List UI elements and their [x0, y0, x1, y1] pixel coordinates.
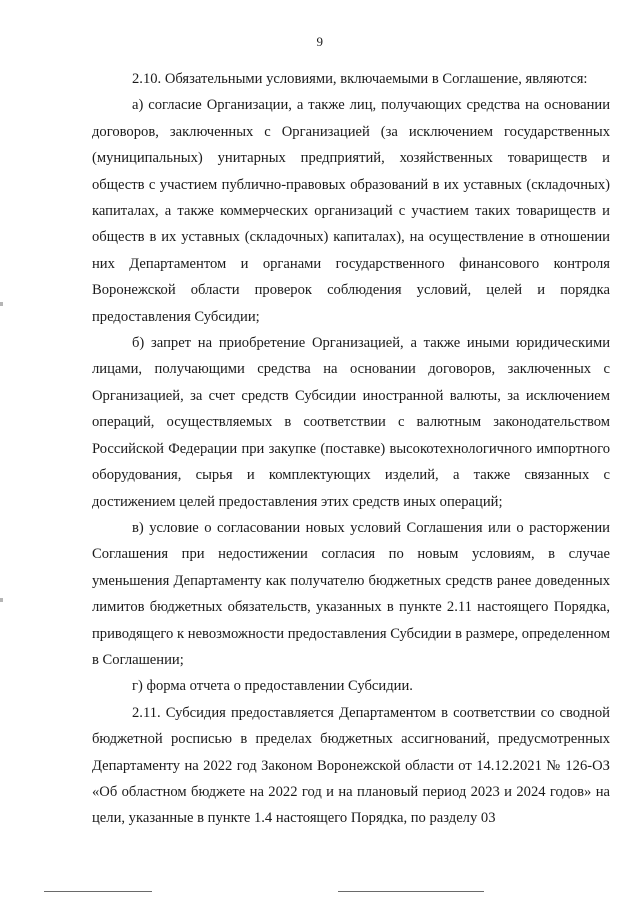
paragraph-item-v: в) условие о согласовании новых условий Соглашения или о расторжении Соглашения при недостижении согласия по новым условиям, в случае уменьшения Департаменту как получателю бюджетных средств ранее доведенных лимитов бюджетных обязательств, указанных в пункте 2.11 настоящего Порядка, приводящего к невозможности предоставления Субсидии в размере, определенном в Соглашении;	[92, 519, 610, 668]
page-number: 9	[316, 34, 324, 49]
footer-rule-left	[44, 891, 152, 892]
paragraph-2-10: 2.10. Обязательными условиями, включаемыми в Соглашение, являются:	[132, 71, 588, 87]
footer-rule-right	[338, 891, 484, 892]
document-body	[92, 66, 610, 832]
paragraph-item-g: г) форма отчета о предоставлении Субсидии.	[132, 678, 413, 695]
scan-edge-mark-lower	[0, 598, 3, 602]
paragraph-2-11: 2.11. Субсидия предоставляется Департаментом в соответствии со сводной бюджетной росписью в пределах бюджетных ассигнований, предусмотренных Департаменту на 2022 год Законом Воронежской области от 14.12.2021 № 126-ОЗ «Об областном бюджете на 2022 год и на плановый период 2023 и 2024 годов» на цели, указанные в пункте 1.4 настоящего Порядка, по разделу 03	[92, 704, 610, 827]
paragraph-item-a: а) согласие Организации, а также лиц, получающих средства на основании договоров, заключенных с Организацией (за исключением государственных (муниципальных) унитарных предприятий, хозяйственных товариществ и обществ с участием публично-правовых образований в их уставных (складочных) капиталах, а также коммерческих организаций с участием таких товариществ и обществ в их уставных (складочных) капиталах), на осуществление в отношении них Департаментом и органами государственного финансового контроля Воронежской области проверок соблюдения условий, целей и порядка предоставления Субсидии;	[92, 97, 610, 325]
paragraph-item-b: б) запрет на приобретение Организацией, а также иными юридическими лицами, получающими средства на основании договоров, заключенных с Организацией, за счет средств Субсидии иностранной валюты, за исключением операций, осуществляемых в соответствии с валютным законодательством Российской Федерации при закупке (поставке) высокотехнологичного импортного оборудования, сырья и комплектующих изделий, а также связанных с достижением целей предоставления этих средств иных операций;	[92, 335, 610, 510]
scan-edge-mark-upper	[0, 302, 3, 306]
